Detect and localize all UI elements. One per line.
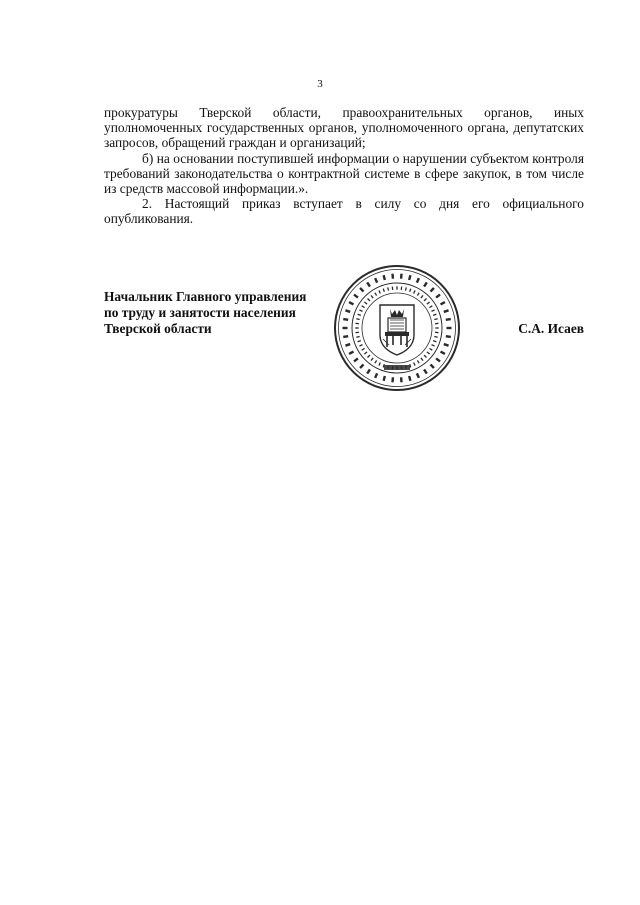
paragraph-b: б) на основании поступившей информации о нарушении субъектом контроля требований законодательства о контрактной системе в сфере закупок, в том числе из средств массовой информации.». [104,150,584,197]
seal-letter-mark [357,314,361,316]
seal-letter-mark [429,305,433,308]
seal-letter-mark [435,357,440,362]
seal-letter-mark [433,340,437,342]
seal-letter-mark [401,286,403,290]
paragraph-continuation: прокуратуры Тверской области, правоохранительных органов, иных уполномоченных государственных органов, уполномоченного органа, депутатских запросов, обращений граждан и организаций; [104,105,584,151]
seal-letter-mark [434,318,438,320]
seal-letter-mark [408,376,412,381]
seal-letter-mark [423,369,428,374]
seal-letter-mark [416,373,420,379]
seal-letter-mark [443,343,449,347]
seal-letter-mark [361,348,365,351]
seal-letter-mark [355,323,359,325]
seal-letter-mark [359,309,363,312]
seal-letter-mark [366,282,371,287]
seal-letter-mark [430,364,435,369]
seal-letter-mark [345,343,351,347]
seal-letter-mark [440,301,446,305]
seal-letter-mark [405,287,407,291]
seal-letter-mark [413,362,416,366]
seal-letter-mark [343,335,348,338]
seal-letter-mark [343,318,348,321]
seal-letter-mark [345,309,351,313]
seal-letter-mark [374,360,377,364]
seal-letter-mark [370,358,373,361]
position-line-3: Тверской области [104,321,212,336]
seal-letter-mark [431,309,435,312]
seal-letter-mark [353,357,358,362]
seal-letter-mark [364,351,367,354]
seal-letter-mark [355,327,358,328]
seal-letter-mark [359,364,364,369]
seal-letter-mark [431,344,435,347]
seal-letter-mark [427,301,430,304]
seal-letter-mark [355,332,359,334]
seal-letter-mark [382,376,386,381]
seal-letter-mark [409,288,411,292]
seal-letter-mark [435,294,440,299]
seal-letter-mark [367,355,370,358]
coat-of-arms-icon [380,305,414,355]
seal-letter-mark [443,309,449,313]
seal-letter-mark [430,287,435,292]
seal-letter-mark [387,287,389,291]
seal-letter-mark [435,327,438,328]
seal-letter-mark [424,355,427,358]
seal-letter-mark [392,286,394,290]
seal-letter-mark [423,282,428,287]
seal-letter-mark [391,377,394,382]
position-line-1: Начальник Главного управления [104,289,307,304]
page-number: 3 [317,78,323,90]
seal-letter-mark [359,287,364,292]
seal-letter-mark [400,274,403,279]
seal-letter-mark [420,295,423,298]
seal-letter-mark [391,274,394,279]
paragraph-2: 2. Настоящий приказ вступает в силу со дня его официального опубликования. [104,196,584,227]
seal-letter-mark [370,295,373,298]
seal-letter-mark [349,301,355,305]
seal-letter-mark [374,292,377,296]
seal-letter-mark [427,351,430,354]
seal-letter-mark [374,278,378,284]
seal-letter-mark [417,292,420,296]
seal-letter-mark [396,286,397,289]
seal-letter-mark [359,344,363,347]
seal-letter-mark [343,327,348,329]
seal-letter-mark [424,298,427,301]
seal-letter-mark [366,369,371,374]
position-line-2: по труду и занятости населения [104,305,296,320]
seal-letter-mark [429,348,433,351]
official-seal-icon [332,263,462,393]
seal-letter-mark [434,336,438,338]
seal-letter-mark [378,290,381,294]
seal-letter-mark [382,275,386,280]
signatory-name: С.А. Исаев [518,321,584,336]
seal-letter-mark [440,351,446,355]
seal-letter-mark [357,340,361,342]
seal-letter-mark [364,301,367,304]
seal-letter-mark [446,318,451,321]
seal-letter-mark [408,275,412,280]
seal-letter-mark [416,278,420,284]
seal-letter-mark [447,327,452,329]
seal-letter-mark [435,332,439,334]
seal-letter-mark [367,298,370,301]
seal-letter-mark [417,360,420,364]
seal-letter-mark [383,288,385,292]
seal-letter-mark [446,335,451,338]
seal-letter-mark [378,362,381,366]
seal-letter-mark [349,351,355,355]
seal-letter-mark [374,373,378,379]
signatory-position [104,289,306,337]
seal-letter-mark [400,377,403,382]
document-body [104,105,584,227]
seal-letter-mark [356,336,360,338]
seal-letter-mark [435,323,439,325]
seal-letter-mark [361,305,365,308]
seal-letter-mark [413,290,416,294]
seal-letter-mark [353,294,358,299]
seal-letter-mark [356,318,360,320]
seal-letter-mark [420,358,423,361]
seal-letter-mark [433,314,437,316]
